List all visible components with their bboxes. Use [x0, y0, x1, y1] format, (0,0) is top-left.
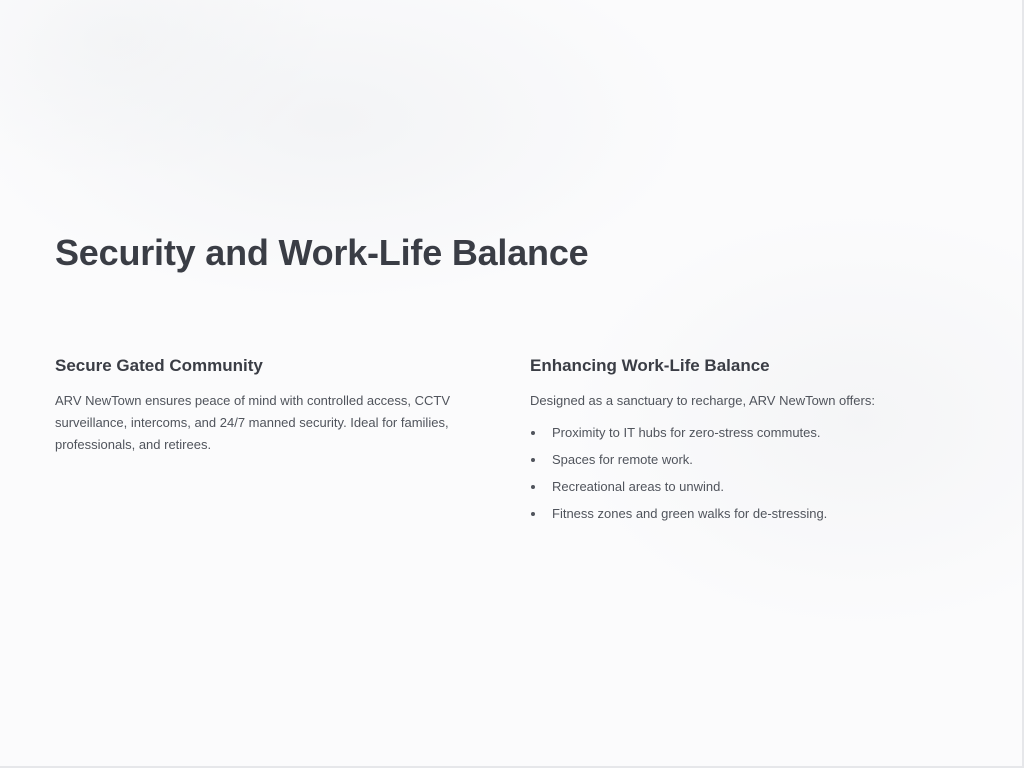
bullet-icon [531, 458, 535, 462]
list-item-text: Recreational areas to unwind. [552, 479, 724, 494]
bullet-icon [531, 431, 535, 435]
security-text: ARV NewTown ensures peace of mind with controlled access, CCTV surveillance, intercoms, and 24/7 manned security. Ideal for families, professionals, and retirees. [55, 393, 450, 452]
work-life-heading: Enhancing Work-Life Balance [530, 356, 770, 375]
work-life-column [530, 356, 960, 532]
bullet-icon [531, 485, 535, 489]
list-item [530, 451, 960, 469]
slide-title: Security and Work-Life Balance [55, 232, 589, 273]
list-item-text: Spaces for remote work. [552, 452, 693, 467]
security-heading: Secure Gated Community [55, 356, 263, 375]
list-item-text: Fitness zones and green walks for de-stressing. [552, 506, 828, 521]
list-item [530, 478, 960, 496]
list-item-text: Proximity to IT hubs for zero-stress commutes. [552, 425, 821, 440]
security-column [55, 356, 485, 456]
list-item [530, 505, 960, 523]
work-life-intro: Designed as a sanctuary to recharge, ARV NewTown offers: [530, 393, 875, 408]
work-life-list [530, 424, 960, 523]
list-item [530, 424, 960, 442]
bullet-icon [531, 512, 535, 516]
